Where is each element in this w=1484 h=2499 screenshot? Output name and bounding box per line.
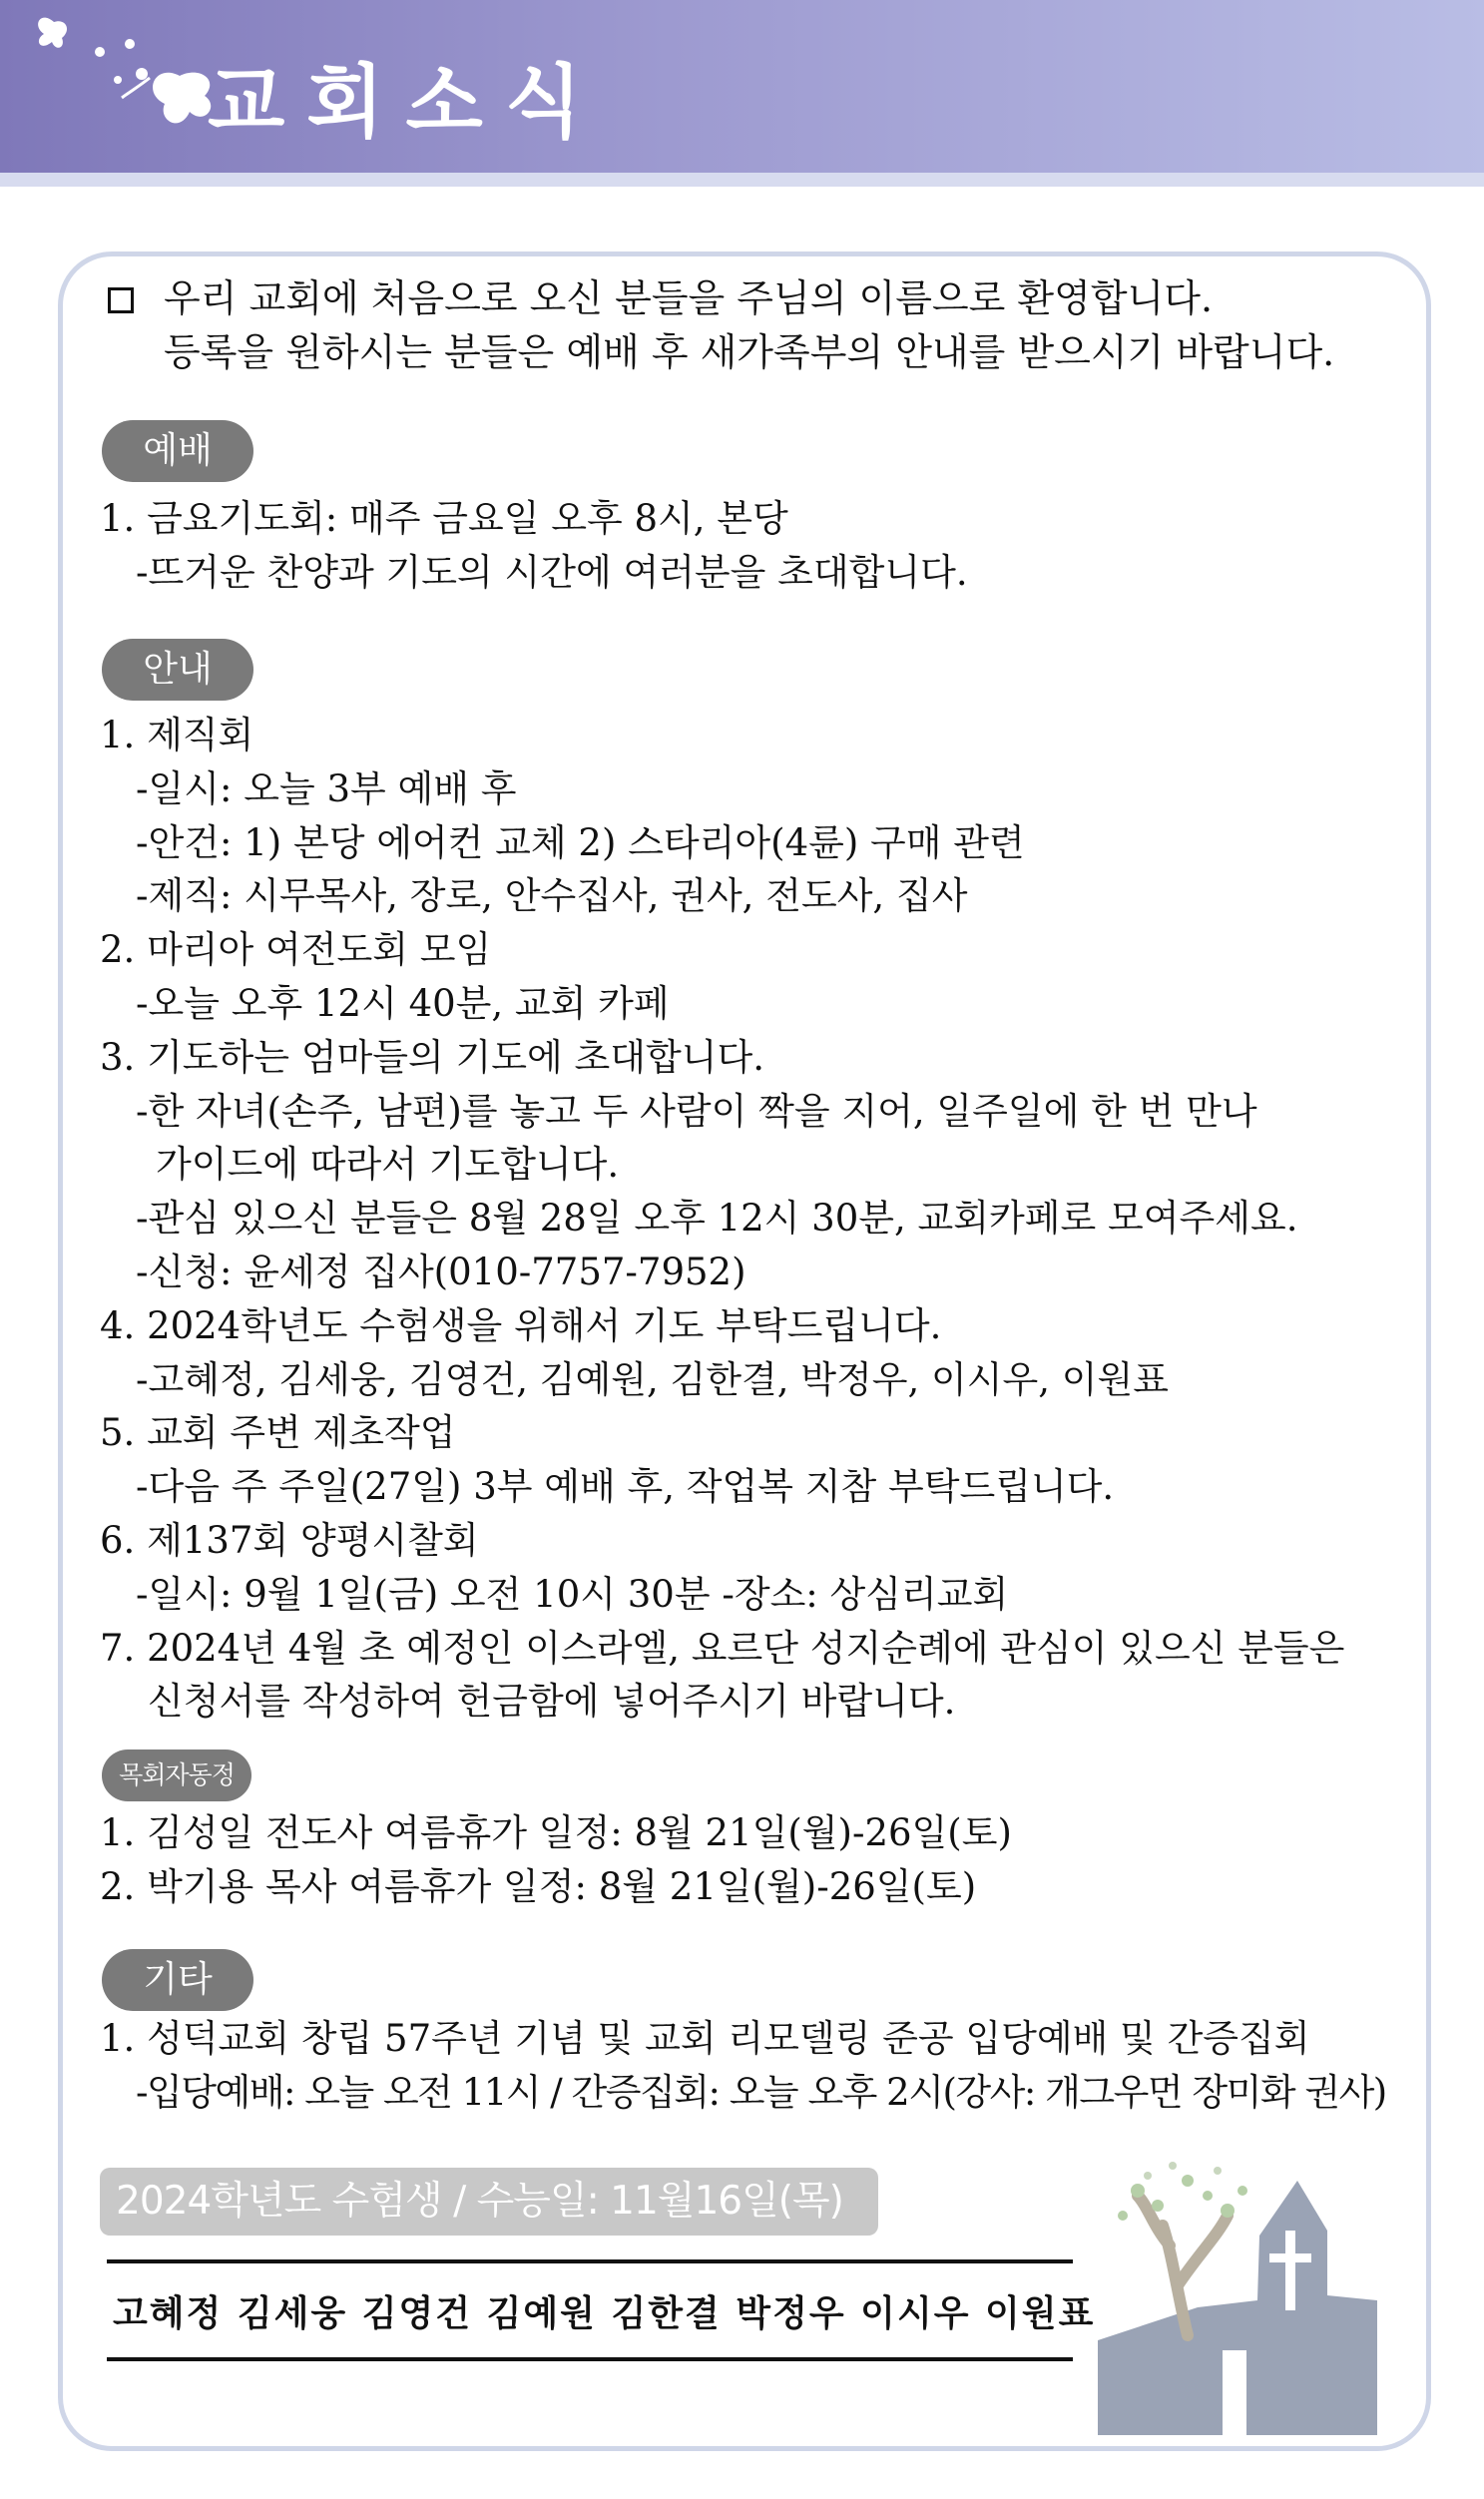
list-item: 2. 마리아 여전도회 모임 — [100, 928, 492, 972]
list-item: -다음 주 주일(27일) 3부 예배 후, 작업복 지참 부탁드립니다. — [136, 1465, 1115, 1509]
notice-section — [100, 709, 1344, 1729]
worship-section — [100, 492, 968, 600]
section-label-pastor: 목회자동정 — [102, 1749, 251, 1801]
divider — [107, 2357, 1073, 2361]
list-item: -고혜정, 김세웅, 김영건, 김예원, 김한결, 박정우, 이시우, 이원표 — [136, 1357, 1169, 1401]
list-item: 1. 김성일 전도사 여름휴가 일정: 8월 21일(월)-26일(토) — [100, 1811, 1012, 1854]
welcome-message — [100, 271, 1334, 379]
list-item: 가이드에 따라서 기도합니다. — [156, 1143, 620, 1187]
list-item: -입당예배: 오늘 오전 11시 / 간증집회: 오늘 오후 2시(강사: 개그우먼 장미화 권사) — [136, 2070, 1386, 2114]
list-item: 2. 박기용 목사 여름휴가 일정: 8월 21일(월)-26일(토) — [100, 1864, 977, 1908]
header-banner — [0, 0, 1484, 173]
list-item: 7. 2024년 4월 초 예정인 이스라엘, 요르단 성지순례에 관심이 있으신 분들은 — [100, 1626, 1345, 1670]
page-title: 교회소식 — [208, 56, 605, 149]
list-item: -뜨거운 찬양과 기도의 시간에 여러분을 초대합니다. — [136, 550, 968, 594]
butterfly-icon — [30, 8, 220, 138]
section-label-notice: 안내 — [102, 639, 253, 701]
header-stripe — [0, 173, 1484, 187]
welcome-line-2: 등록을 원하시는 분들은 예배 후 새가족부의 안내를 받으시기 바랍니다. — [164, 330, 1335, 374]
divider — [107, 2259, 1073, 2263]
list-item: -일시: 오늘 3부 예배 후 — [136, 766, 517, 810]
list-item: -안건: 1) 본당 에어컨 교체 2) 스타리아(4륜) 구매 관련 — [136, 820, 1025, 864]
exam-banner: 2024학년도 수험생 / 수능일: 11월16일(목) — [100, 2168, 878, 2236]
list-item: 6. 제137회 양평시찰회 — [100, 1518, 479, 1562]
pastor-section — [100, 1806, 1012, 1914]
list-item: -일시: 9월 1일(금) 오전 10시 30분 -장소: 상심리교회 — [136, 1572, 1009, 1616]
list-item: -관심 있으신 분들은 8월 28일 오후 12시 30분, 교회카페로 모여주세요. — [136, 1197, 1298, 1241]
section-label-worship: 예배 — [102, 420, 253, 482]
welcome-line-1: 우리 교회에 처음으로 오신 분들을 주님의 이름으로 환영합니다. — [100, 271, 1334, 325]
checkbox-icon — [108, 287, 134, 313]
list-item: 1. 금요기도회: 매주 금요일 오후 8시, 본당 — [100, 497, 788, 540]
church-icon — [1078, 2136, 1417, 2435]
list-item: -신청: 윤세정 집사(010-7757-7952) — [136, 1250, 746, 1293]
list-item: -제직: 시무목사, 장로, 안수집사, 권사, 전도사, 집사 — [136, 874, 968, 918]
section-label-etc: 기타 — [102, 1949, 253, 2011]
exam-names: 고혜정 김세웅 김영건 김예원 김한결 박정우 이시우 이원표 — [113, 2293, 1096, 2334]
list-item: 1. 제직회 — [100, 714, 254, 756]
list-item: -오늘 오후 12시 40분, 교회 카페 — [136, 981, 670, 1025]
list-item: 5. 교회 주변 제초작업 — [100, 1411, 456, 1455]
etc-section — [100, 2012, 1386, 2120]
list-item: -한 자녀(손주, 남편)를 놓고 두 사람이 짝을 지어, 일주일에 한 번 만나 — [136, 1089, 1257, 1133]
list-item: 1. 성덕교회 창립 57주년 기념 및 교회 리모델링 준공 입당예배 및 간증집회 — [100, 2017, 1310, 2060]
list-item: 신청서를 작성하여 헌금함에 넣어주시기 바랍니다. — [148, 1680, 956, 1724]
list-item: 4. 2024학년도 수험생을 위해서 기도 부탁드립니다. — [100, 1303, 942, 1347]
list-item: 3. 기도하는 엄마들의 기도에 초대합니다. — [100, 1035, 764, 1079]
